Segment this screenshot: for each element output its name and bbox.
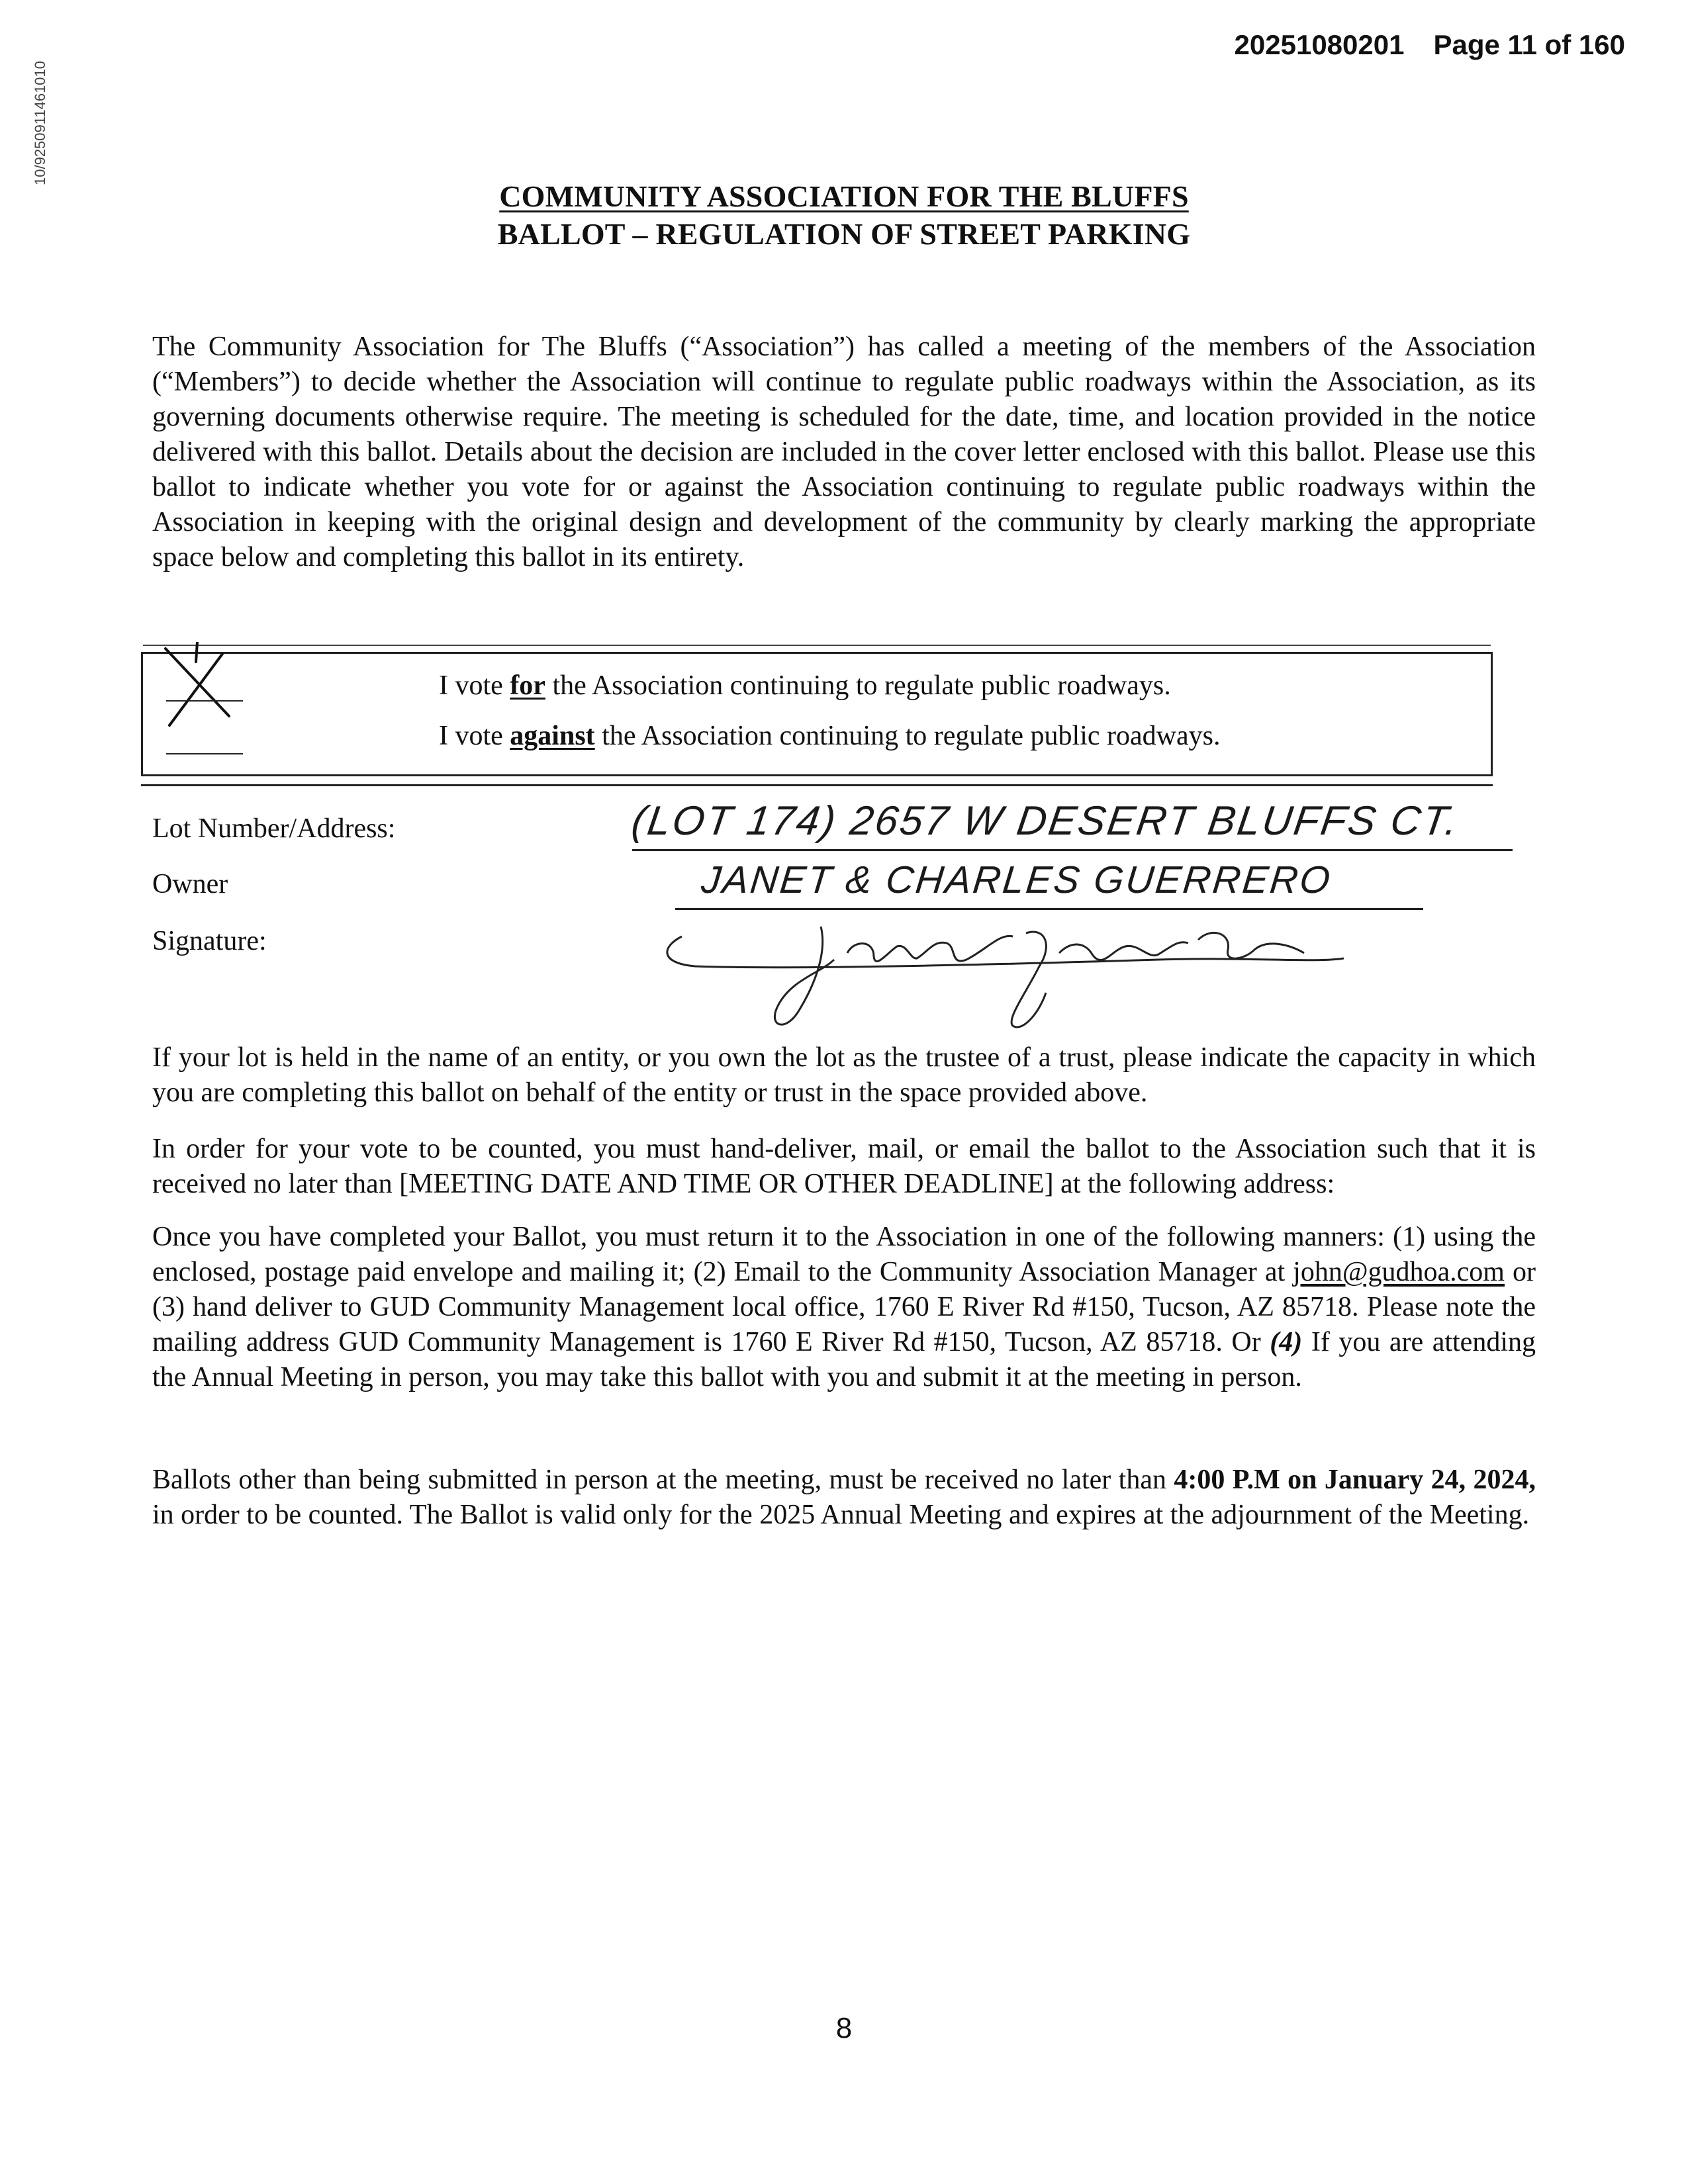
lot-address-underline [632,849,1513,851]
vote-for-option: I vote for the Association continuing to regulate public roadways. [439,670,1171,701]
lot-address-label: Lot Number/Address: [152,813,396,844]
x-mark-icon [158,642,237,735]
intro-paragraph: The Community Association for The Bluffs (“Association”) has called a meeting of the members of the Association (“Members”) to decide whether the Association will continue to regulate public roadways within the Association, as its governing documents otherwise require. The meeting is scheduled for the date, time, and location provided in the notice delivered with this ballot. Details about the decision are included in the cover letter enclosed with this ballot. Please use this ballot to indicate whether you vote for or against the Association continuing to regulate public roadways within the Association in keeping with the original design and development of the community by clearly marking the appropriate space below and completing this ballot in its entirety. [152,332,1536,572]
vote-against-checkbox[interactable] [166,753,243,754]
lot-address-field[interactable]: (LOT 174) 2657 W DESERT BLUFFS CT. [629,798,1463,844]
document-title: COMMUNITY ASSOCIATION FOR THE BLUFFS [499,179,1189,213]
owner-label: Owner [152,869,228,899]
document-number: 20251080201 [1234,29,1405,60]
owner-underline [675,908,1423,910]
return-instructions-paragraph: Once you have completed your Ballot, you must return it to the Association in one of the following manners: (1) using the enclosed, postage paid envelope and mailing it; (2) Email to the Community Association Manager at john@gudhoa.com or (3) hand deliver to GUD Community Management local office, 1760 E River Rd #150, Tucson, AZ 85718. Please note the mailing address GUD Community Management is 1760 E River Rd #150, Tucson, AZ 85718. Or (4) If you are attending the Annual Meeting in person, you may take this ballot with you and submit it at the meeting in person. [152,1222,1536,1392]
owner-field[interactable]: JANET & CHARLES GUERRERO [699,858,1335,901]
deadline-paragraph: Ballots other than being submitted in person at the meeting, must be received no later than 4:00 P.M on January 24, 2024, in order to be counted. The Ballot is valid only for the 2025 Annual Meeting and expires at the adjournment of the Meeting. [152,1465,1536,1530]
entity-paragraph: If your lot is held in the name of an entity, or you own the lot as the trustee of a trust, please indicate the capacity in which you are completing this ballot on behalf of the entity or trust in the space provided above. [152,1042,1536,1108]
page-header [1235,29,1625,61]
ballot-subtitle: BALLOT – REGULATION OF STREET PARKING [497,217,1191,251]
vote-options-box [141,652,1493,776]
box-top-rule [143,645,1491,646]
page-number: 8 [835,2012,853,2044]
manager-email-link[interactable]: john@gudhoa.com [1293,1257,1505,1287]
delivery-paragraph: In order for your vote to be counted, you must hand-deliver, mail, or email the ballot to the Association such that it is received no later than [MEETING DATE AND TIME OR OTHER DEADLINE] at the following address: [152,1134,1536,1199]
signature-field[interactable] [655,913,1357,1046]
vote-against-option: I vote against the Association continuing to regulate public roadways. [439,721,1221,751]
side-stamp: 10/9250911461010 [32,60,48,185]
signature-label: Signature: [152,926,267,956]
box-bottom-rule [141,784,1493,786]
page-indicator: Page 11 of 160 [1433,29,1625,60]
vote-for-checkbox[interactable] [166,700,243,702]
